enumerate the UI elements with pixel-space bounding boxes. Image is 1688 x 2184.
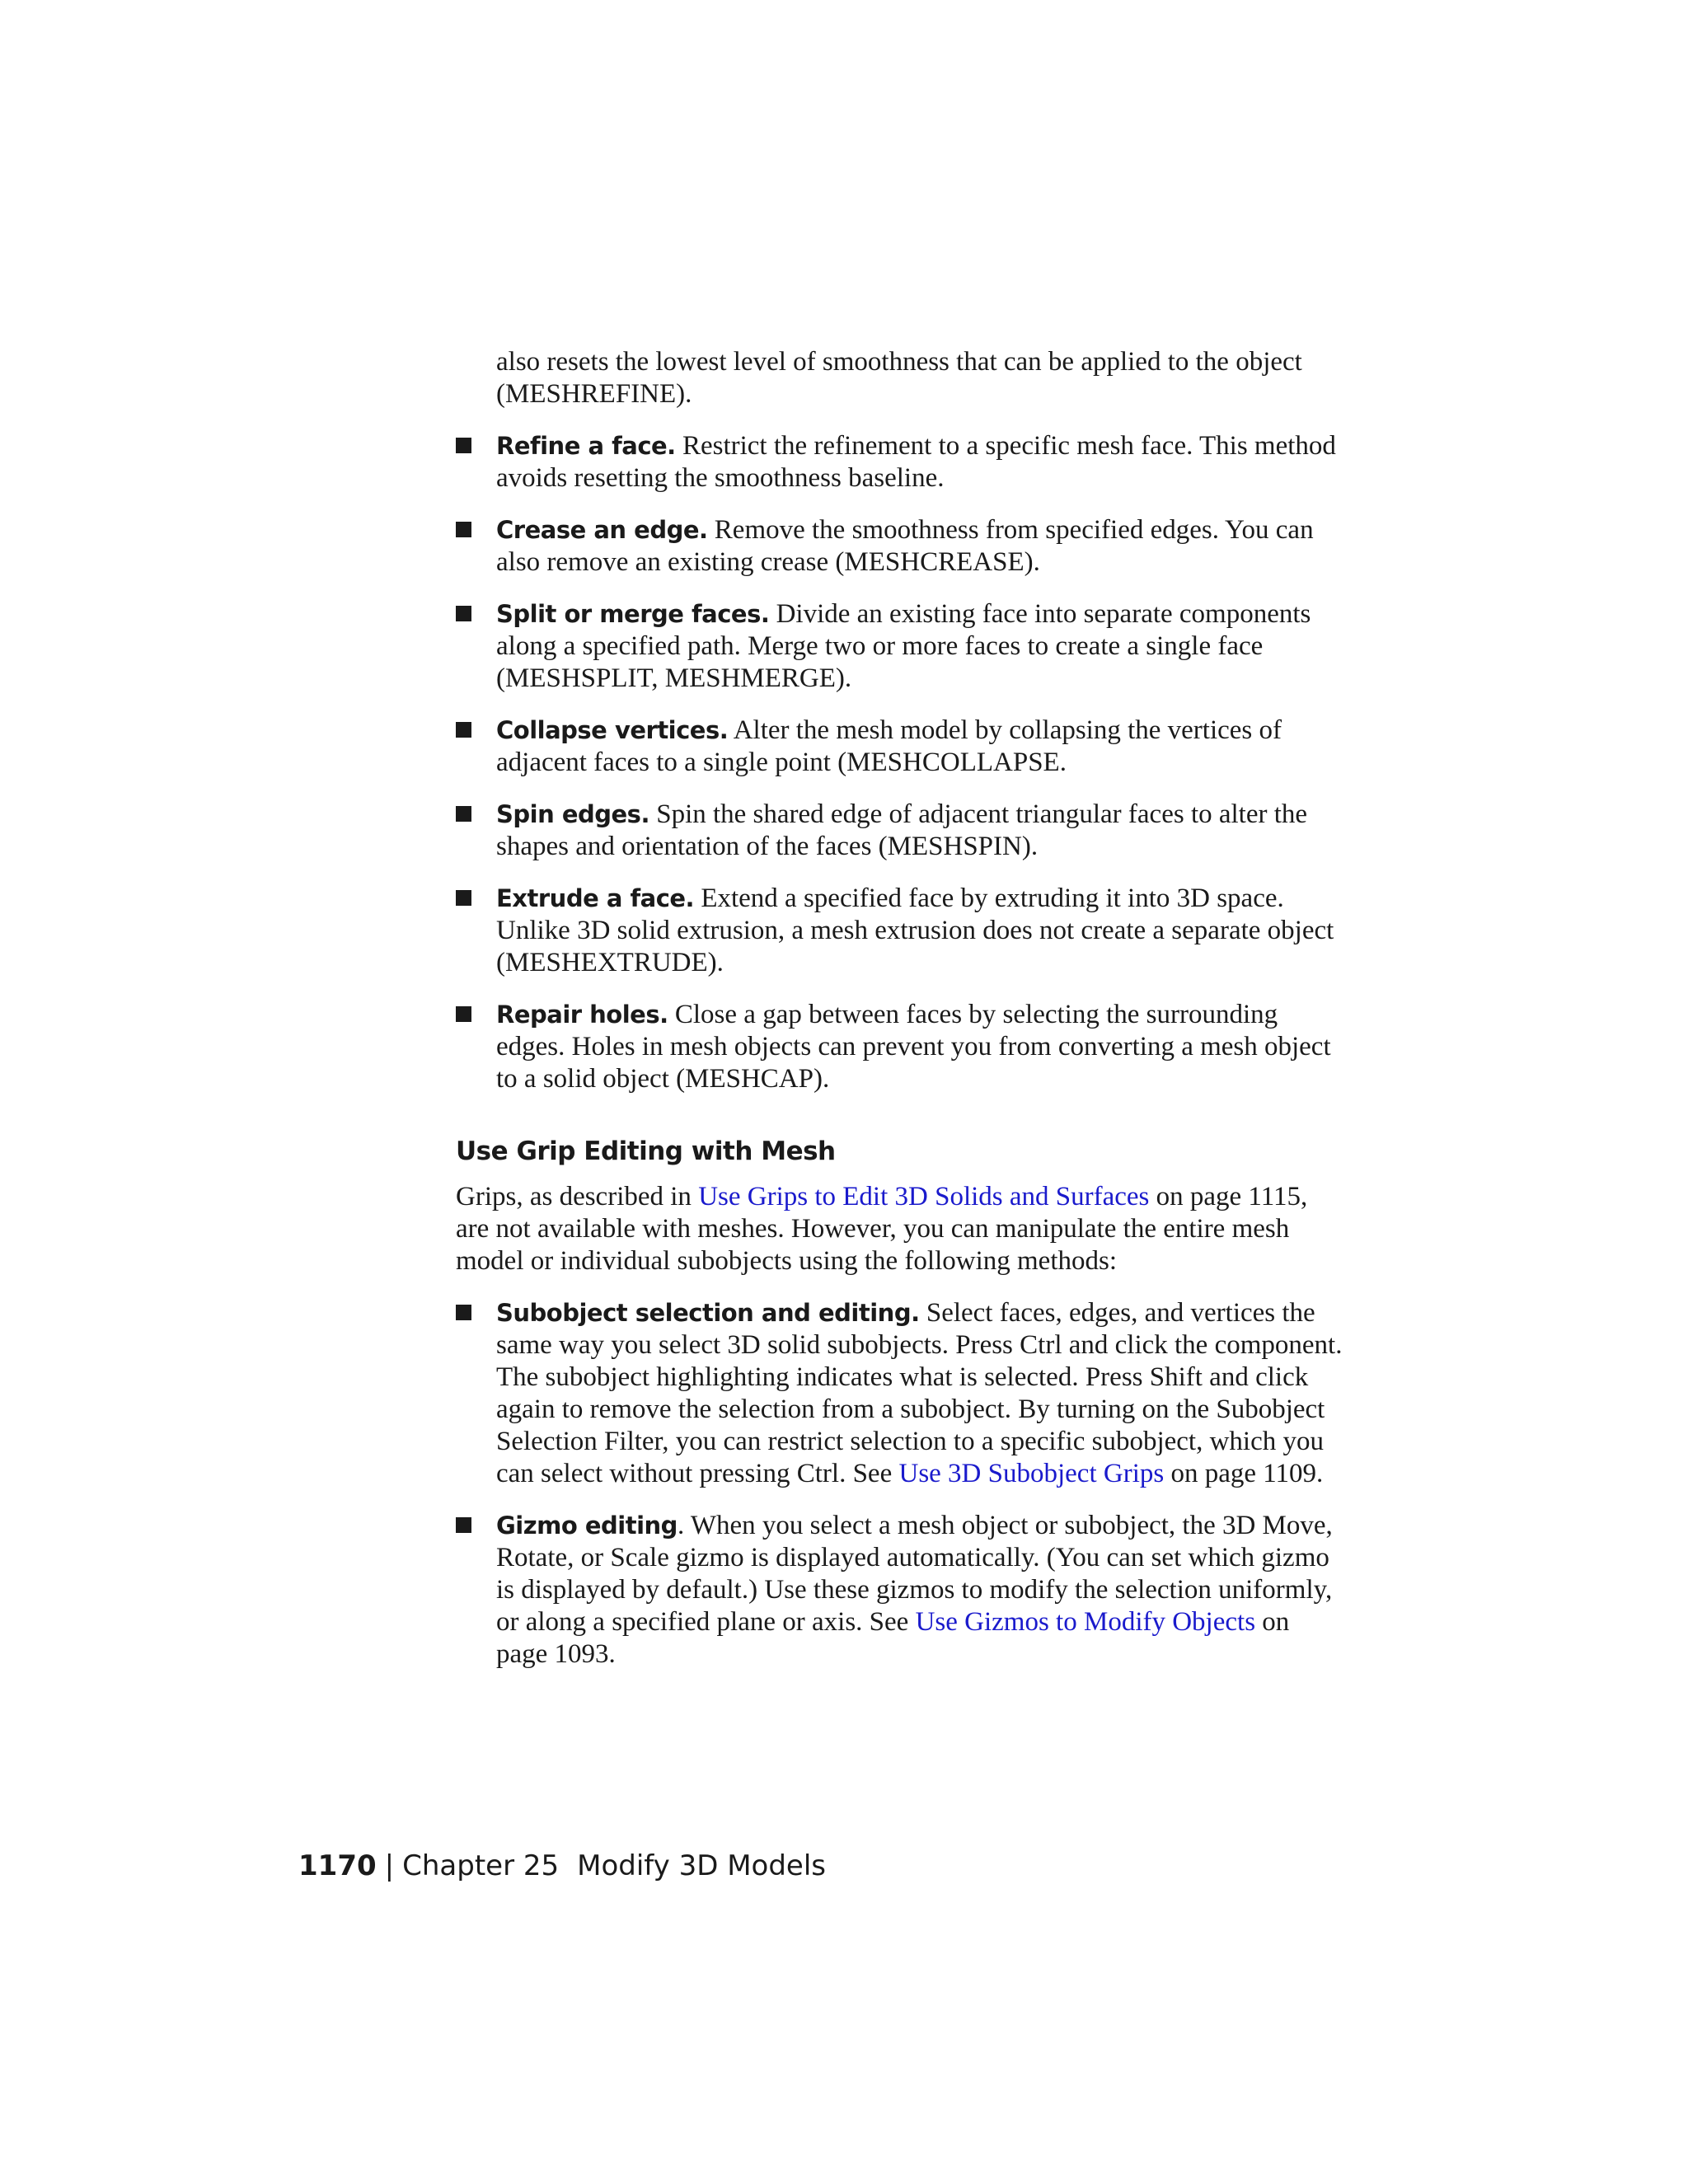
list-item bbox=[456, 514, 1346, 579]
page-footer bbox=[298, 1849, 826, 1882]
list-item bbox=[456, 598, 1346, 695]
list-item-text: Restrict the refinement to a specific mesh face. This method avoids resetting the smoothness baseline. bbox=[496, 431, 1336, 493]
bullet-square-icon bbox=[456, 722, 471, 738]
list-item-term: Collapse vertices. bbox=[496, 716, 729, 744]
list-item-text: Select faces, edges, and vertices the same way you select 3D solid subobjects. Press Ctrl and click the component. The subobject highlighting indicates what is selected. Press Shift and click again to remove the selection from a subobject. By turning on the Subobject Selection Filter, you can restrict selection to a specific subobject, which you can select without pressing Ctrl. See bbox=[496, 1298, 1343, 1488]
page-content bbox=[456, 346, 1346, 1690]
list-item-text-end: on page 1109. bbox=[1164, 1459, 1324, 1488]
list-item bbox=[456, 799, 1346, 863]
list-item-term: Crease an edge. bbox=[496, 516, 708, 544]
list-item-term: Split or merge faces. bbox=[496, 600, 770, 628]
mesh-editing-list bbox=[456, 430, 1346, 1095]
list-item bbox=[456, 715, 1346, 779]
footer-separator: | bbox=[384, 1849, 395, 1882]
intro-text: Grips, as described in bbox=[456, 1182, 699, 1212]
bullet-square-icon bbox=[456, 522, 471, 537]
list-item-term: Gizmo editing bbox=[496, 1511, 678, 1540]
bullet-square-icon bbox=[456, 606, 471, 621]
continuation-paragraph: also resets the lowest level of smoothness that can be applied to the object (MESHREFINE). bbox=[496, 347, 1302, 409]
list-item bbox=[456, 883, 1346, 979]
list-item-term: Extrude a face. bbox=[496, 884, 695, 912]
list-item-text: Remove the smoothness from specified edges. You can also remove an existing crease (MESHCREASE). bbox=[496, 515, 1314, 577]
list-item bbox=[456, 999, 1346, 1095]
section-heading: Use Grip Editing with Mesh bbox=[456, 1137, 836, 1166]
grip-methods-list bbox=[456, 1297, 1346, 1671]
list-item bbox=[456, 1297, 1346, 1490]
list-item bbox=[456, 1510, 1346, 1671]
intro-paragraph bbox=[456, 1181, 1346, 1277]
bullet-square-icon bbox=[456, 438, 471, 453]
list-item-term: Spin edges. bbox=[496, 800, 649, 828]
bullet-square-icon bbox=[456, 806, 471, 822]
bullet-square-icon bbox=[456, 1006, 471, 1022]
list-item-text: Close a gap between faces by selecting the surrounding edges. Holes in mesh objects can prevent you from converting a mesh object to a solid object (MESHCAP). bbox=[496, 1000, 1331, 1094]
chapter-label: Chapter 25 bbox=[402, 1849, 560, 1882]
grips-3d-solids-link[interactable]: Use Grips to Edit 3D Solids and Surfaces bbox=[698, 1182, 1150, 1212]
gizmos-link[interactable]: Use Gizmos to Modify Objects bbox=[915, 1607, 1256, 1637]
list-item-term: Subobject selection and editing. bbox=[496, 1299, 920, 1327]
list-item-term: Refine a face. bbox=[496, 432, 676, 460]
bullet-square-icon bbox=[456, 1305, 471, 1320]
list-item-text: . When you select a mesh object or subobject, the 3D Move, Rotate, or Scale gizmo is displayed automatically. (You can set which gizmo is displayed by default.) Use these gizmos to modify the selection uniformly, or along a specified plane or axis. See bbox=[496, 1511, 1333, 1637]
subobject-grips-link[interactable]: Use 3D Subobject Grips bbox=[898, 1459, 1165, 1488]
page-number: 1170 bbox=[298, 1849, 377, 1882]
list-item-text: Alter the mesh model by collapsing the vertices of adjacent faces to a single point (MESHCOLLAPSE. bbox=[496, 715, 1282, 777]
list-item bbox=[456, 430, 1346, 494]
list-item-term: Repair holes. bbox=[496, 1001, 668, 1029]
list-item-text: Spin the shared edge of adjacent triangular faces to alter the shapes and orientation of the faces (MESHSPIN). bbox=[496, 799, 1308, 861]
chapter-title: Modify 3D Models bbox=[577, 1849, 827, 1882]
bullet-square-icon bbox=[456, 1517, 471, 1533]
list-item-text-end: on page 1093. bbox=[496, 1607, 1290, 1669]
intro-text-end: on page 1115, are not available with meshes. However, you can manipulate the entire mesh model or individual subobjects using the following methods: bbox=[456, 1182, 1308, 1276]
bullet-square-icon bbox=[456, 890, 471, 906]
list-item-text: Divide an existing face into separate components along a specified path. Merge two or more faces to create a single face (MESHSPLIT, MESHMERGE). bbox=[496, 599, 1311, 693]
list-item-text: Extend a specified face by extruding it into 3D space. Unlike 3D solid extrusion, a mesh extrusion does not create a separate object (MESHEXTRUDE). bbox=[496, 883, 1334, 977]
